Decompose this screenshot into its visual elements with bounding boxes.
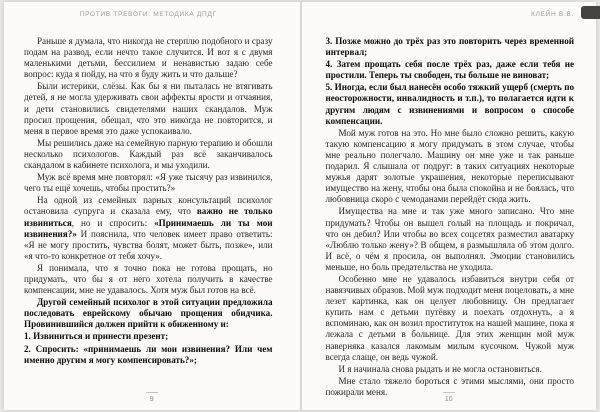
page-right	[302, 2, 597, 410]
text-run: Мне стало тяжело бороться с этими мыслями, они просто пожирали меня.	[325, 375, 574, 397]
bookmark-tab-icon[interactable]	[581, 6, 600, 19]
text-run-bold: 1. Извиниться и принести презент;	[24, 331, 169, 342]
footer-rule	[443, 392, 455, 393]
text-run-bold: Другой семейный психолог в этой ситуации предложила последовать еврейскому обычаю прощения обидчика. Провинившийся должен прийти к обиженному и:	[24, 297, 273, 330]
text-run: Мой муж готов на это. Но мне было сложно решить, какую такую компенсацию я могу придумать в этом случае, чтобы мне реально полегчало. Машину он мне уже и так раньше подарил. Я слышала от подруг: в таких ситуациях некоторые мужья дарят золотые украшения, некоторые переписывают имущество на жену, чтобы она была спокойна и не боялась, что любовница скоро с чемоданами перейдёт сюда жить.	[325, 127, 574, 205]
page-number-left: 9	[149, 396, 154, 403]
paragraph	[24, 138, 273, 171]
text-run-bold: важно не только извиниться	[24, 206, 273, 228]
running-header-book-title: ПРОТИВ ТРЕВОГИ: МЕТОДИКА ДПДГ	[79, 11, 217, 18]
text-run: Имущества на мне и так уже много записано. Что мне придумать? Чтобы он вышел голый на площадь и покричал, что он дебил? Или чтобы во всех соцсетях разместил аватарку «Люблю только жену»? В общем, я размышляла об этом долго. И всё, о чём я просила, он выполнял. Эмоции становились меньше, но боль предательства не уходила.	[325, 206, 574, 272]
paragraph	[24, 36, 273, 80]
book-spread	[4, 2, 596, 410]
page-right-footer	[302, 392, 597, 403]
text-run-bold: 5. Иногда, если был нанесён особо тяжкий ущерб (смерть по неосторожности, инвалидность и т.п.), то полагается идти к другим людям с извинениями и вопросом о способе компенсации.	[325, 82, 574, 126]
text-run: Мы решились даже на семейную парную терапию и обошли несколько психологов. Каждый раз всё заканчивалось скандалом в кабинете психолога, и мы уходили.	[24, 137, 273, 171]
paragraph	[326, 128, 575, 206]
page-number-right: 10	[444, 396, 453, 403]
text-run: Были истерики, слёзы. Как бы я ни пыталась не втягивать детей, я не могла удерживать свои аффекты ярости и отчаяния, и дети становились свидетелями наших скандалов. Муж просил прощения, обещал, что это никогда не повторится, и меня в первое время это даже успокаивало.	[24, 81, 273, 136]
text-run: Муж всё время мне повторял: «Я уже тысячу раз извинился, чего ты ещё хочешь, чтобы простить?»	[24, 172, 273, 194]
footer-rule	[146, 392, 158, 393]
paragraph	[326, 82, 575, 126]
text-run: На одной из семейных парных консультаций психолог остановила супруга и сказала ему, что	[24, 195, 273, 217]
text-run-bold: 2. Спросить: «принимаешь ли мои извинения? Или чем именно другим я могу компенсировать?»;	[24, 343, 273, 365]
running-header-author: КЛЕЙН В.В.	[531, 11, 574, 18]
text-run-bold: «Принимаешь ли ты мои извинения?»	[24, 217, 273, 239]
text-run: , но и спросить:	[71, 217, 155, 228]
page-left-body	[24, 36, 273, 366]
paragraph	[326, 36, 575, 58]
paragraph	[326, 364, 575, 375]
paragraph	[24, 172, 273, 194]
text-run: И пояснила, что человек имеет право ответить: «Я не могу простить, чувства болят, может быть, позже», или «я что-то конкретное от тебя хочу».	[24, 228, 273, 261]
text-run: И я начинала снова рыдать и не могла остановиться.	[338, 363, 542, 374]
paragraph	[24, 344, 273, 366]
text-run-bold: 3. Позже можно до трёх раз это повторить через временной интервал;	[325, 36, 574, 58]
paragraph	[24, 81, 273, 136]
paragraph	[326, 59, 575, 81]
paragraph	[326, 274, 575, 363]
page-right-body	[326, 36, 575, 398]
text-run: Особенно мне не удавалось избавиться внутри себя от навязчивых образов. Мой муж подходит меня поцеловать, а мне лезет картинка, как он целует любовницу. Он предлагает купить нам с детьми путёвку и поехать отдохнуть, а я вспоминаю, как он возил проституток на нашей машине, пока я лежала с детьми в больнице. Для этих женщин мой муж наверняка казался лакомым милым кусочком. Чужой муж всегда слаще, он ведь чужой.	[325, 273, 574, 362]
page-left	[4, 2, 300, 410]
paragraph	[24, 331, 273, 342]
paragraph	[24, 297, 273, 330]
paragraph	[326, 206, 575, 273]
page-left-footer	[4, 392, 300, 403]
paragraph	[24, 195, 273, 262]
text-run-bold: 4. Затем прощать себя после трёх раз, даже если тебя не простили. Теперь ты свободен, ты больше не виноват;	[325, 59, 574, 81]
text-run: Я понимала, что я точно пока не готова прощать, но придумать, что бы я от него хотела получить в качестве компенсации, мне не удавалось. Хотя муж был готов на всё.	[24, 262, 273, 296]
text-run: Раньше я думала, что никогда не стерплю подобного и сразу подам на развод, если нечто такое случится. И вот я с двумя маленькими детьми, бессилием и ненавистью задаю себе вопрос: куда я пойду, на что я буду жить и что дальше?	[24, 36, 273, 80]
paragraph	[24, 263, 273, 296]
